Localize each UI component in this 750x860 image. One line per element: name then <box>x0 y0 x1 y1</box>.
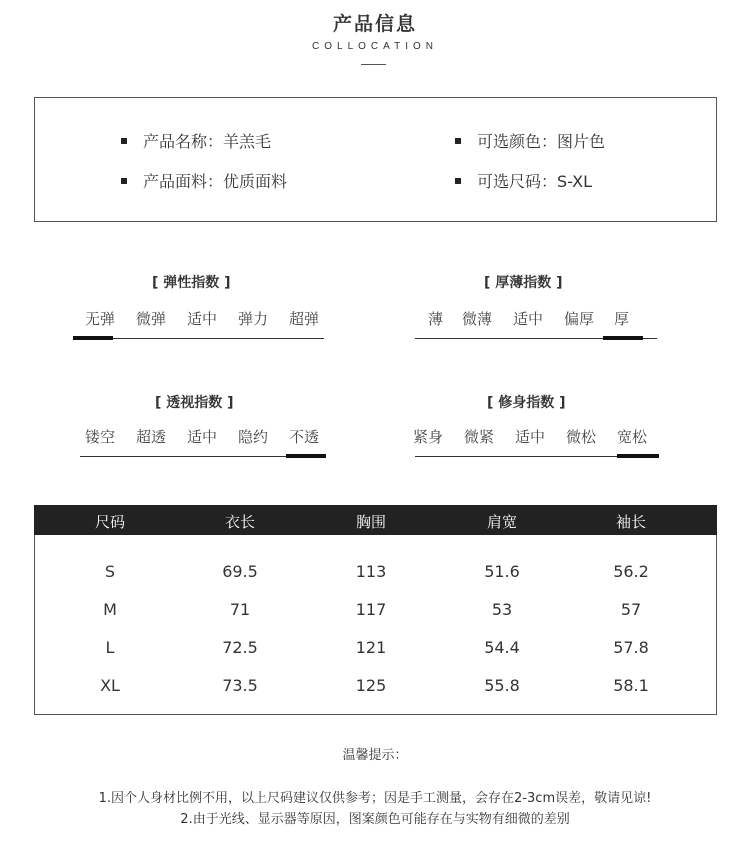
elasticity-option: 适中 <box>187 310 218 328</box>
elasticity-index-title: [ 弹性指数 ] <box>152 275 231 291</box>
fit-option: 紧身 <box>413 428 444 446</box>
size-table <box>34 505 717 715</box>
header-cell-sleeve: 袖长 <box>615 513 646 531</box>
table-cell: L <box>105 638 115 657</box>
size-table-header <box>34 505 717 535</box>
fit-option: 微紧 <box>464 428 495 446</box>
table-cell: 125 <box>355 676 387 695</box>
table-cell: 55.8 <box>484 676 520 695</box>
transparency-option: 隐约 <box>238 428 269 446</box>
fit-option: 宽松 <box>617 428 648 446</box>
thickness-index-title: [ 厚薄指数 ] <box>484 275 563 291</box>
table-cell: 69.5 <box>222 562 258 581</box>
fit-option: 适中 <box>515 428 546 446</box>
bullet-icon <box>455 178 461 184</box>
table-cell: 53 <box>491 600 513 619</box>
page-title: 产品信息 <box>332 13 417 35</box>
table-cell: 72.5 <box>222 638 258 657</box>
elasticity-option: 微弹 <box>136 310 167 328</box>
tip-line-2: 2.由于光线、显示器等原因，图案颜色可能存在与实物有细微的差别 <box>180 812 570 827</box>
transparency-option: 超透 <box>136 428 167 446</box>
thickness-option: 偏厚 <box>564 310 595 328</box>
bullet-icon <box>121 138 127 144</box>
title-divider <box>361 64 386 65</box>
transparency-option: 镂空 <box>85 428 116 446</box>
header-cell-length: 衣长 <box>224 513 255 531</box>
table-cell: 113 <box>355 562 387 581</box>
table-cell: 57 <box>620 600 642 619</box>
elasticity-option: 超弹 <box>289 310 320 328</box>
table-cell: 54.4 <box>484 638 520 657</box>
thickness-option: 薄 <box>428 310 444 328</box>
table-cell: 51.6 <box>484 562 520 581</box>
thickness-selected-marker <box>603 336 643 340</box>
elasticity-option: 无弹 <box>85 310 116 328</box>
info-available-size: 可选尺码：S-XL <box>455 169 592 192</box>
tips-title: 温馨提示： <box>342 748 408 763</box>
table-cell: M <box>103 600 117 619</box>
elasticity-selected-marker <box>73 336 113 340</box>
thickness-option: 厚 <box>614 310 630 328</box>
table-cell: 57.8 <box>613 638 649 657</box>
info-product-fabric: 产品面料：优质面料 <box>121 169 287 192</box>
table-cell: 121 <box>355 638 387 657</box>
transparency-option: 适中 <box>187 428 218 446</box>
elasticity-option: 弹力 <box>238 310 269 328</box>
info-product-name: 产品名称：羊羔毛 <box>121 129 271 152</box>
bullet-icon <box>455 138 461 144</box>
header-cell-chest: 胸围 <box>355 513 386 531</box>
table-cell: S <box>104 562 116 581</box>
info-available-color: 可选颜色：图片色 <box>455 129 605 152</box>
product-info-box <box>34 97 717 222</box>
table-cell: 58.1 <box>613 676 649 695</box>
table-cell: 73.5 <box>222 676 258 695</box>
table-cell: 71 <box>229 600 251 619</box>
table-cell: 117 <box>355 600 387 619</box>
bullet-icon <box>121 178 127 184</box>
header-cell-shoulder: 肩宽 <box>486 513 517 531</box>
fit-index-title: [ 修身指数 ] <box>487 395 566 411</box>
table-cell: XL <box>100 676 120 695</box>
fit-selected-marker <box>617 454 659 458</box>
thickness-option: 微薄 <box>462 310 493 328</box>
transparency-index-title: [ 透视指数 ] <box>155 395 234 411</box>
table-cell: 56.2 <box>613 562 649 581</box>
fit-option: 微松 <box>566 428 597 446</box>
transparency-option: 不透 <box>289 428 320 446</box>
header-cell-size: 尺码 <box>94 513 125 531</box>
thickness-option: 适中 <box>513 310 544 328</box>
transparency-selected-marker <box>286 454 326 458</box>
tip-line-1: 1.因个人身材比例不用，以上尺码建议仅供参考；因是手工测量，会存在2-3cm误差，敬请见谅! <box>98 791 652 806</box>
page-subtitle: COLLOCATION <box>312 41 438 52</box>
